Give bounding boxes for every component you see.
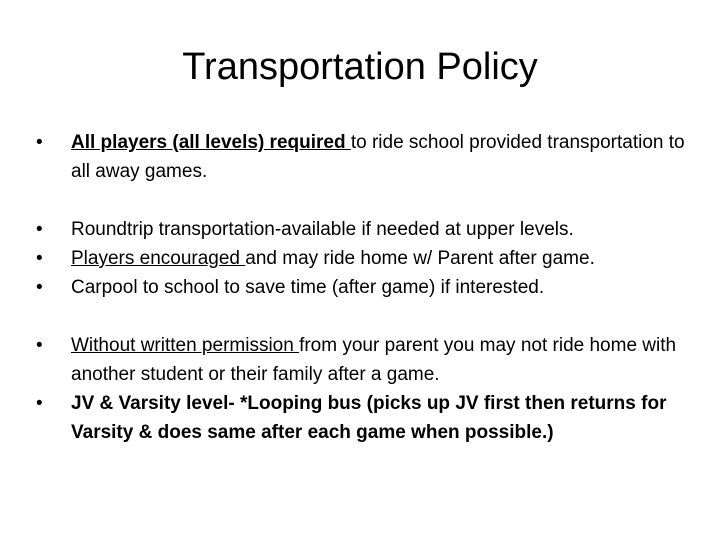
bullet-text: from your parent you may not ride home with another student or their family after a game. — [71, 335, 677, 385]
bullet-players-encouraged — [36, 244, 686, 273]
bullet-written-permission — [36, 331, 686, 389]
bullet-roundtrip — [36, 215, 686, 244]
bullet-emphasis: JV & Varsity level- *Looping bus (picks up JV first then returns for Varsity & does same after each game when possible.) — [71, 393, 667, 443]
bullet-text: Carpool to school to save time (after game) if interested. — [71, 277, 545, 298]
bullet-players-required — [36, 128, 686, 186]
bullet-text: to ride school provided transportation to all away games. — [71, 132, 685, 182]
bullet-emphasis: Without written permission — [71, 335, 300, 356]
slide-title: Transportation Policy — [182, 46, 538, 88]
bullet-carpool — [36, 273, 686, 302]
bullet-emphasis: All players (all levels) required — [71, 132, 351, 153]
bullet-text: and may ride home w/ Parent after game. — [245, 248, 595, 269]
bullet-list — [36, 128, 686, 447]
bullet-text: Roundtrip transportation-available if needed at upper levels. — [71, 219, 574, 240]
bullet-jv-varsity — [36, 389, 686, 447]
bullet-emphasis: Players encouraged — [71, 248, 246, 269]
